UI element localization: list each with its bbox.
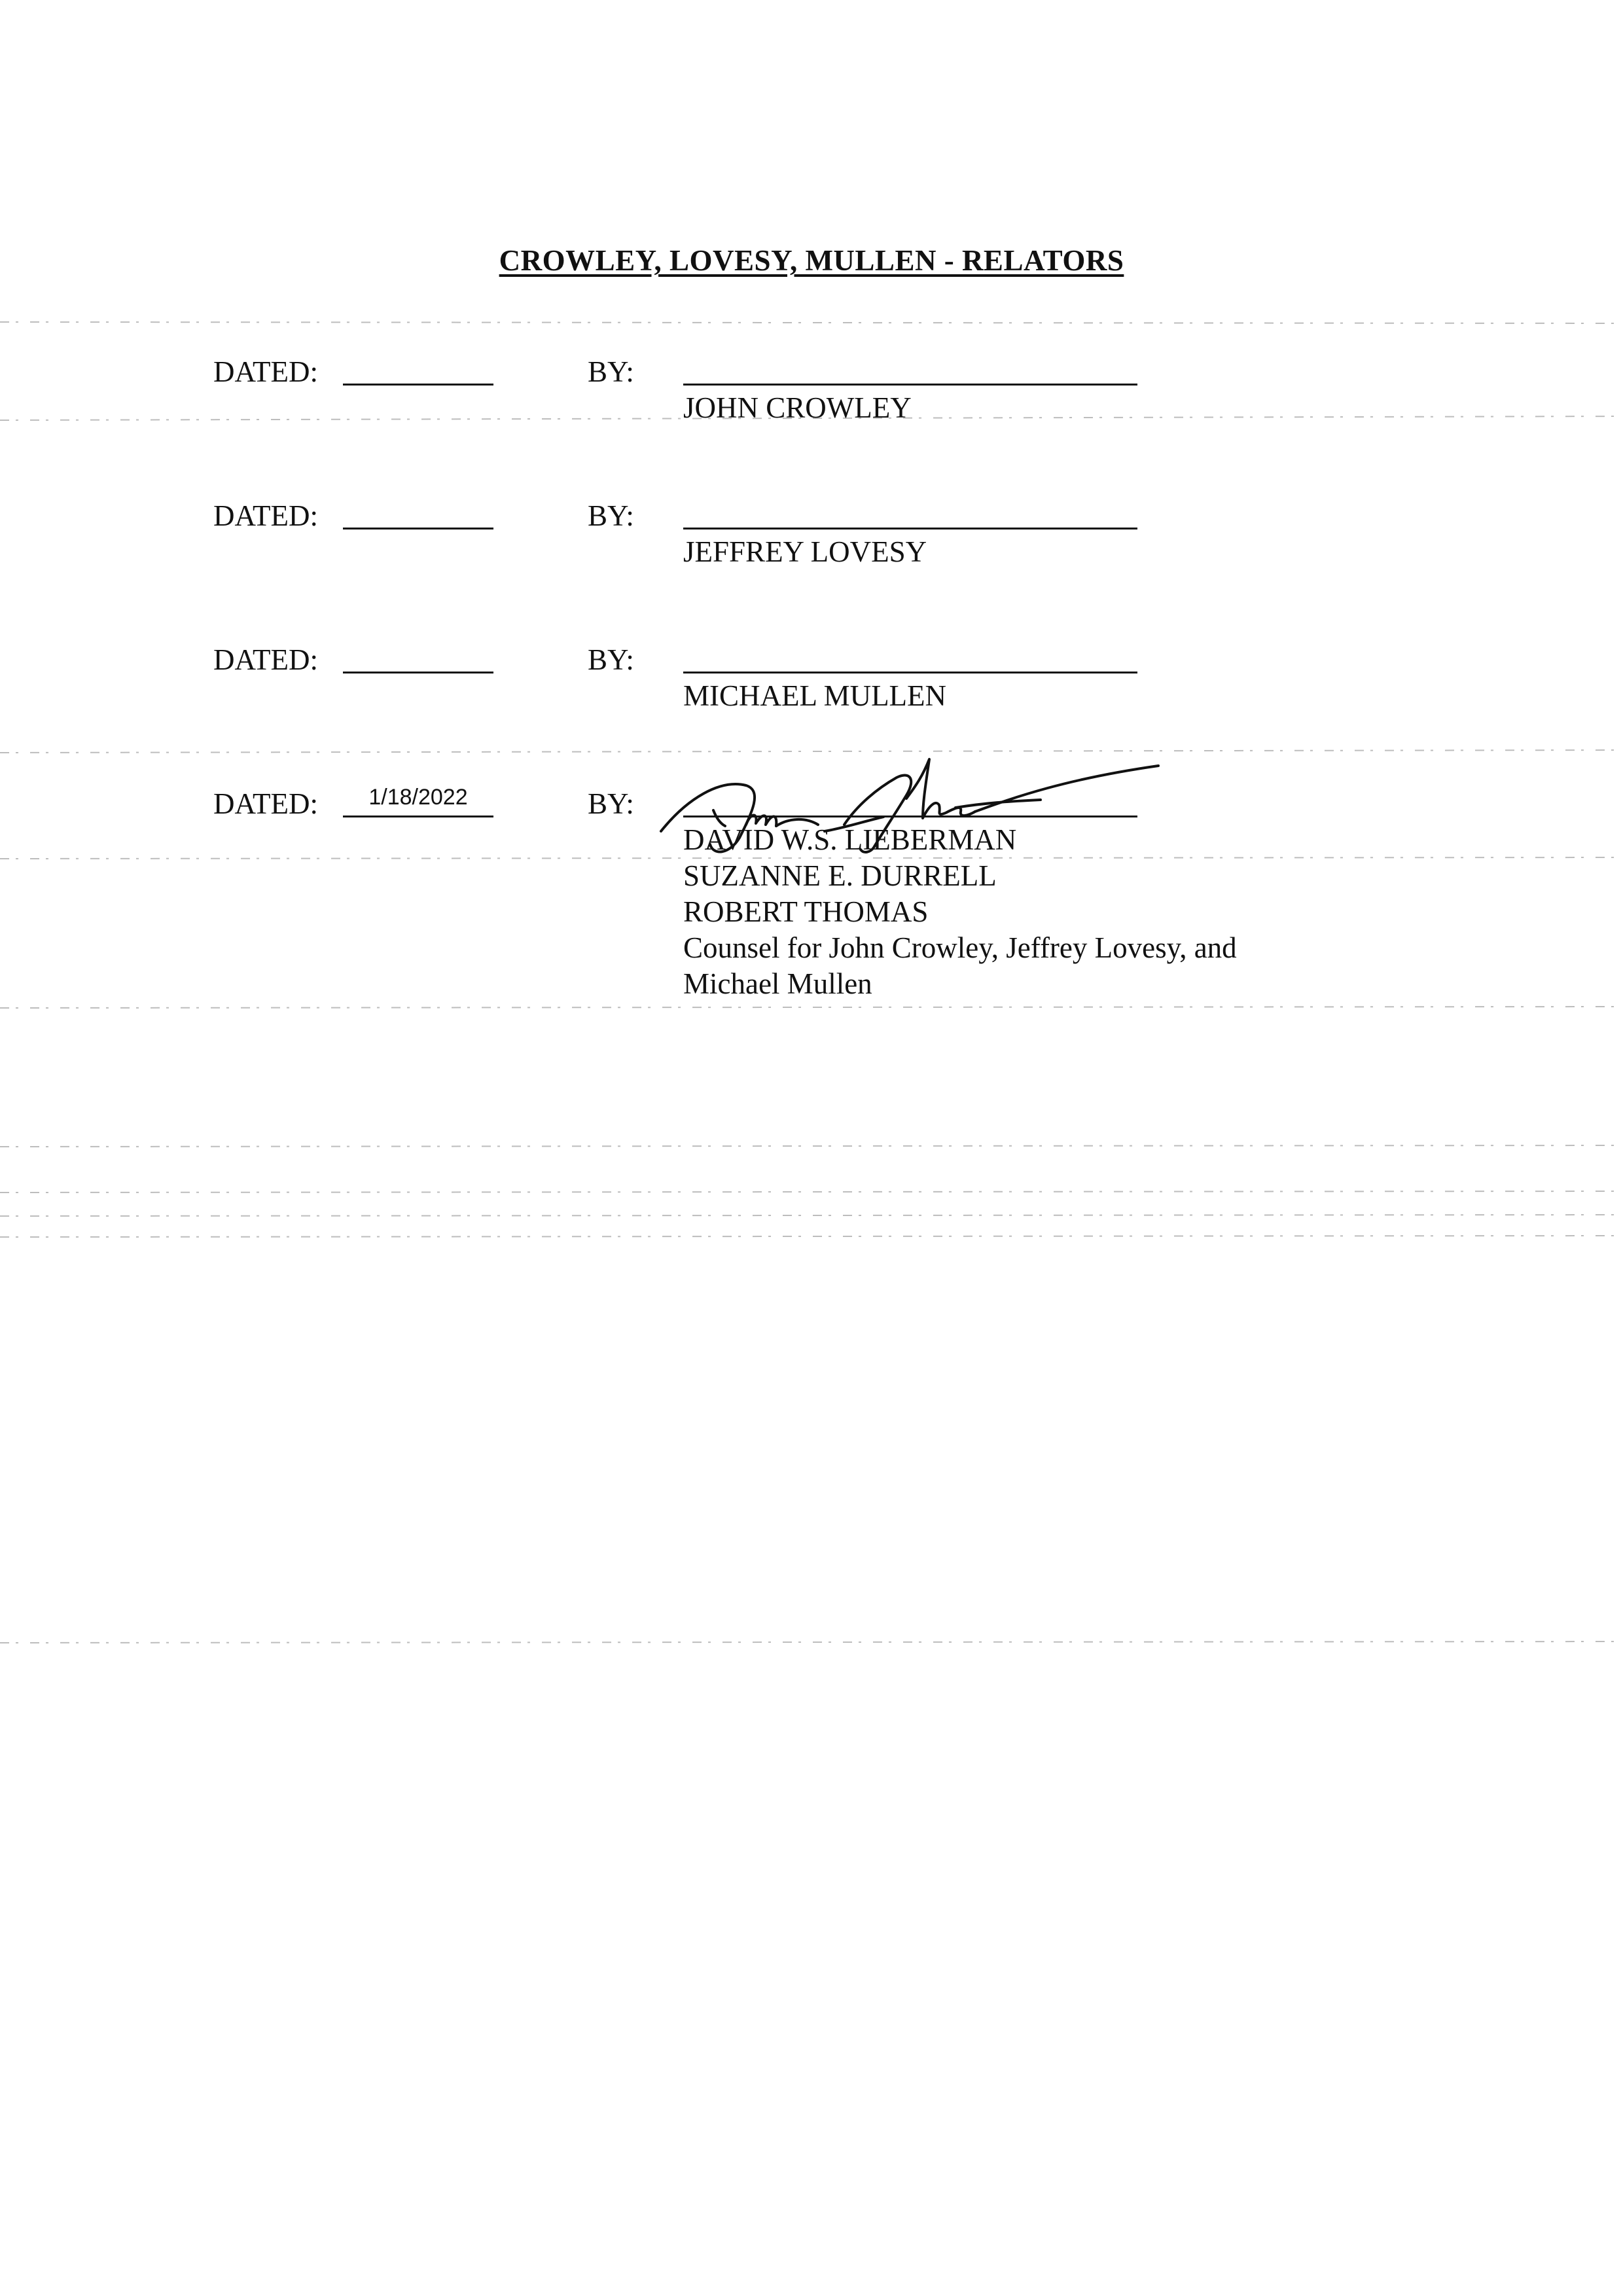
- signature-line: [683, 672, 1137, 673]
- counsel-description: Michael Mullen: [683, 967, 872, 1000]
- signer-names: [683, 678, 946, 714]
- signer-name: MICHAEL MULLEN: [683, 679, 947, 712]
- signer-name: ROBERT THOMAS: [683, 895, 929, 928]
- by-label: BY:: [588, 643, 634, 676]
- counsel-description: Counsel for John Crowley, Jeffrey Lovesy, and: [683, 931, 1237, 964]
- dated-label: DATED:: [213, 643, 318, 676]
- dated-label: DATED:: [213, 787, 318, 820]
- dated-label: DATED:: [213, 355, 318, 388]
- date-line: [343, 816, 493, 817]
- dated-label: DATED:: [213, 499, 318, 532]
- signer-names: [683, 534, 927, 570]
- signer-names: [683, 822, 1237, 1002]
- page-title: CROWLEY, LOVESY, MULLEN - RELATORS: [499, 244, 1124, 277]
- signer-name: DAVID W.S. LIEBERMAN: [683, 823, 1017, 856]
- date-line: [343, 672, 493, 673]
- signer-name: SUZANNE E. DURRELL: [683, 859, 997, 892]
- signature-block-lovesy: [0, 497, 1623, 628]
- by-label: BY:: [588, 499, 634, 532]
- by-label: BY:: [588, 787, 634, 820]
- signer-name: JOHN CROWLEY: [683, 391, 912, 424]
- signer-name: JEFFREY LOVESY: [683, 535, 927, 568]
- date-line: [343, 384, 493, 386]
- signature-block-counsel: [0, 785, 1623, 1021]
- date-value: 1/18/2022: [368, 785, 468, 810]
- date-line: [343, 528, 493, 529]
- signer-names: [683, 390, 912, 426]
- signature-block-crowley: [0, 353, 1623, 484]
- signature-line: [683, 384, 1137, 386]
- by-label: BY:: [588, 355, 634, 388]
- signature-line: [683, 528, 1137, 529]
